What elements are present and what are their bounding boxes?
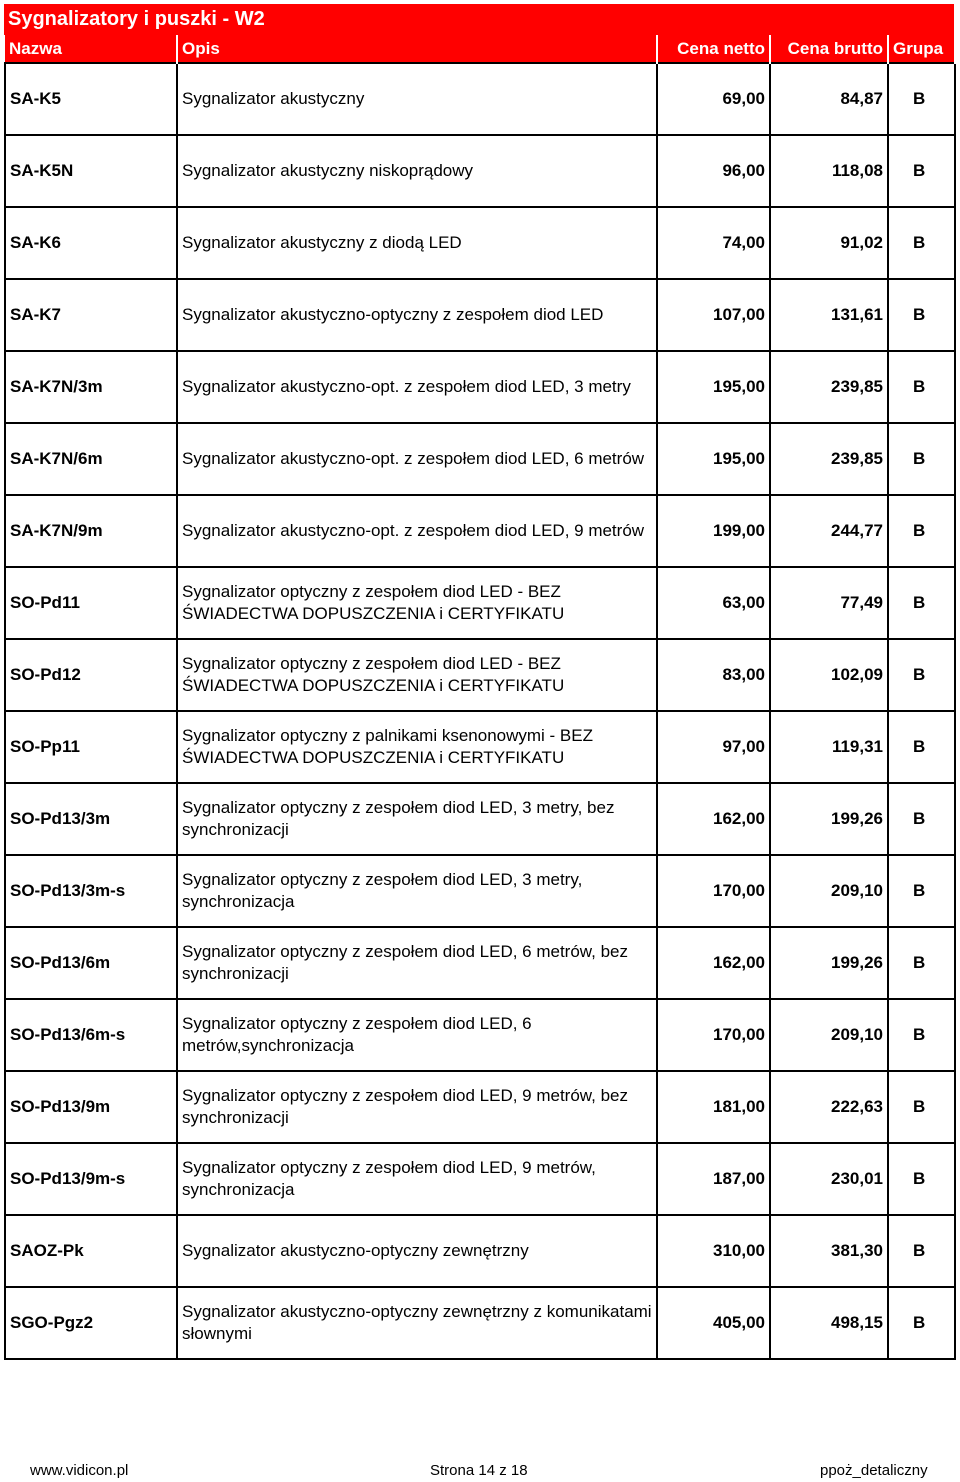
cell-name: SA-K7N/3m [5, 351, 177, 423]
cell-net-price: 405,00 [657, 1287, 770, 1359]
cell-group: B [888, 423, 955, 495]
cell-gross-price: 209,10 [770, 999, 888, 1071]
cell-name: SO-Pd13/3m-s [5, 855, 177, 927]
table-row [5, 1215, 955, 1287]
cell-name: SAOZ-Pk [5, 1215, 177, 1287]
cell-name: SA-K5N [5, 135, 177, 207]
cell-name: SO-Pd11 [5, 567, 177, 639]
table-row [5, 63, 955, 135]
cell-group: B [888, 567, 955, 639]
table-row [5, 783, 955, 855]
cell-description: Sygnalizator akustyczno-optyczny z zespołem diod LED [177, 279, 657, 351]
cell-group: B [888, 135, 955, 207]
table-row [5, 351, 955, 423]
cell-net-price: 170,00 [657, 855, 770, 927]
cell-name: SO-Pd13/9m-s [5, 1143, 177, 1215]
cell-name: SA-K7N/6m [5, 423, 177, 495]
footer-page-number: Strona 14 z 18 [430, 1462, 528, 1479]
footer-website: www.vidicon.pl [30, 1462, 129, 1479]
column-header-name: Nazwa [5, 35, 177, 63]
page-title: Sygnalizatory i puszki - W2 [4, 4, 954, 35]
price-table [4, 35, 956, 1360]
cell-gross-price: 118,08 [770, 135, 888, 207]
cell-description: Sygnalizator akustyczny niskoprądowy [177, 135, 657, 207]
cell-net-price: 199,00 [657, 495, 770, 567]
table-row [5, 135, 955, 207]
cell-group: B [888, 63, 955, 135]
cell-gross-price: 199,26 [770, 783, 888, 855]
cell-name: SA-K6 [5, 207, 177, 279]
table-row [5, 1071, 955, 1143]
table-row [5, 567, 955, 639]
cell-gross-price: 381,30 [770, 1215, 888, 1287]
cell-name: SO-Pd13/6m-s [5, 999, 177, 1071]
table-row [5, 423, 955, 495]
table-row [5, 855, 955, 927]
cell-description: Sygnalizator optyczny z zespołem diod LED, 9 metrów, synchronizacja [177, 1143, 657, 1215]
column-header-group: Grupa [888, 35, 955, 63]
cell-group: B [888, 1215, 955, 1287]
cell-gross-price: 131,61 [770, 279, 888, 351]
cell-net-price: 181,00 [657, 1071, 770, 1143]
table-row [5, 999, 955, 1071]
cell-net-price: 162,00 [657, 927, 770, 999]
cell-group: B [888, 927, 955, 999]
table-row [5, 495, 955, 567]
column-header-description: Opis [177, 35, 657, 63]
cell-description: Sygnalizator optyczny z zespołem diod LED, 6 metrów,synchronizacja [177, 999, 657, 1071]
cell-group: B [888, 207, 955, 279]
cell-gross-price: 77,49 [770, 567, 888, 639]
table-row [5, 927, 955, 999]
cell-gross-price: 222,63 [770, 1071, 888, 1143]
cell-group: B [888, 711, 955, 783]
cell-group: B [888, 639, 955, 711]
cell-group: B [888, 783, 955, 855]
cell-description: Sygnalizator optyczny z zespołem diod LED - BEZ ŚWIADECTWA DOPUSZCZENIA i CERTYFIKATU [177, 567, 657, 639]
cell-gross-price: 119,31 [770, 711, 888, 783]
cell-description: Sygnalizator akustyczno-optyczny zewnętrzny [177, 1215, 657, 1287]
table-row [5, 207, 955, 279]
cell-name: SO-Pd13/6m [5, 927, 177, 999]
cell-name: SO-Pp11 [5, 711, 177, 783]
cell-net-price: 63,00 [657, 567, 770, 639]
cell-gross-price: 230,01 [770, 1143, 888, 1215]
cell-name: SO-Pd12 [5, 639, 177, 711]
cell-description: Sygnalizator akustyczno-optyczny zewnętrzny z komunikatami słownymi [177, 1287, 657, 1359]
cell-name: SA-K7N/9m [5, 495, 177, 567]
cell-description: Sygnalizator optyczny z zespołem diod LED, 9 metrów, bez synchronizacji [177, 1071, 657, 1143]
cell-description: Sygnalizator akustyczno-opt. z zespołem diod LED, 6 metrów [177, 423, 657, 495]
cell-name: SO-Pd13/3m [5, 783, 177, 855]
cell-net-price: 74,00 [657, 207, 770, 279]
cell-net-price: 310,00 [657, 1215, 770, 1287]
cell-description: Sygnalizator optyczny z zespołem diod LED - BEZ ŚWIADECTWA DOPUSZCZENIA i CERTYFIKATU [177, 639, 657, 711]
cell-group: B [888, 999, 955, 1071]
table-header-row [5, 35, 955, 63]
cell-net-price: 83,00 [657, 639, 770, 711]
cell-group: B [888, 279, 955, 351]
cell-name: SGO-Pgz2 [5, 1287, 177, 1359]
cell-gross-price: 84,87 [770, 63, 888, 135]
cell-net-price: 107,00 [657, 279, 770, 351]
cell-group: B [888, 1071, 955, 1143]
cell-net-price: 97,00 [657, 711, 770, 783]
cell-net-price: 162,00 [657, 783, 770, 855]
cell-description: Sygnalizator akustyczny z diodą LED [177, 207, 657, 279]
cell-group: B [888, 1143, 955, 1215]
cell-name: SA-K5 [5, 63, 177, 135]
cell-gross-price: 239,85 [770, 351, 888, 423]
cell-description: Sygnalizator akustyczno-opt. z zespołem diod LED, 3 metry [177, 351, 657, 423]
column-header-gross-price: Cena brutto [770, 35, 888, 63]
cell-gross-price: 498,15 [770, 1287, 888, 1359]
cell-description: Sygnalizator optyczny z zespołem diod LED, 3 metry, synchronizacja [177, 855, 657, 927]
column-header-net-price: Cena netto [657, 35, 770, 63]
cell-net-price: 170,00 [657, 999, 770, 1071]
cell-name: SO-Pd13/9m [5, 1071, 177, 1143]
cell-description: Sygnalizator optyczny z palnikami ksenonowymi - BEZ ŚWIADECTWA DOPUSZCZENIA i CERTYFIKATU [177, 711, 657, 783]
cell-net-price: 195,00 [657, 423, 770, 495]
cell-description: Sygnalizator optyczny z zespołem diod LED, 6 metrów, bez synchronizacji [177, 927, 657, 999]
cell-group: B [888, 855, 955, 927]
cell-gross-price: 244,77 [770, 495, 888, 567]
table-row [5, 279, 955, 351]
cell-name: SA-K7 [5, 279, 177, 351]
footer-document-name: ppoż_detaliczny [820, 1462, 928, 1479]
table-row [5, 1287, 955, 1359]
cell-net-price: 96,00 [657, 135, 770, 207]
table-row [5, 1143, 955, 1215]
cell-gross-price: 209,10 [770, 855, 888, 927]
cell-group: B [888, 351, 955, 423]
cell-net-price: 69,00 [657, 63, 770, 135]
cell-net-price: 187,00 [657, 1143, 770, 1215]
cell-description: Sygnalizator akustyczno-opt. z zespołem diod LED, 9 metrów [177, 495, 657, 567]
cell-gross-price: 91,02 [770, 207, 888, 279]
cell-gross-price: 102,09 [770, 639, 888, 711]
table-row [5, 711, 955, 783]
cell-group: B [888, 1287, 955, 1359]
cell-net-price: 195,00 [657, 351, 770, 423]
table-row [5, 639, 955, 711]
cell-group: B [888, 495, 955, 567]
cell-gross-price: 199,26 [770, 927, 888, 999]
cell-gross-price: 239,85 [770, 423, 888, 495]
cell-description: Sygnalizator optyczny z zespołem diod LED, 3 metry, bez synchronizacji [177, 783, 657, 855]
cell-description: Sygnalizator akustyczny [177, 63, 657, 135]
